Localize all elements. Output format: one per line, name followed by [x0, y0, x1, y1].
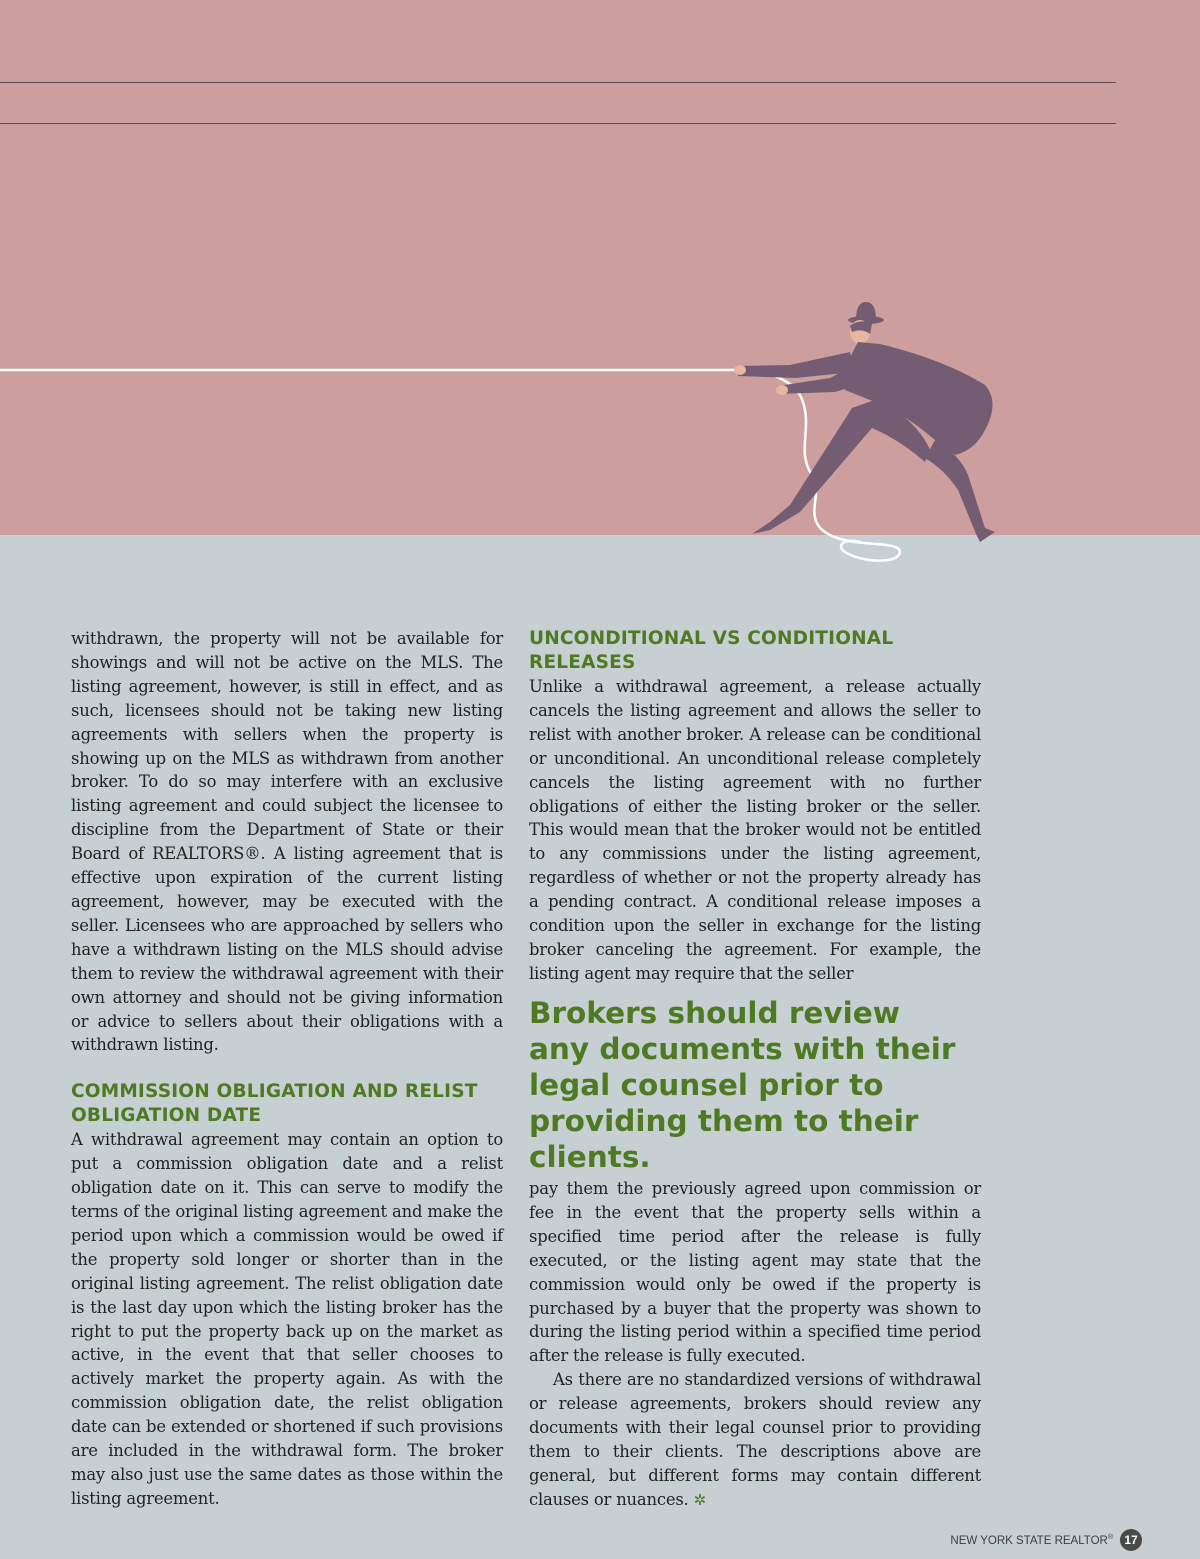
- page-footer: [950, 1529, 1142, 1551]
- right-column: [529, 627, 981, 986]
- left-column: [71, 627, 503, 1511]
- pull-quote: Brokers should review any documents with their legal counsel prior to providing them to their clients.: [529, 996, 956, 1174]
- right-paragraph-1: Unlike a withdrawal agreement, a release actually cancels the listing agreement and allows the seller to relist with another broker. A release can be conditional or unconditional. An unconditional release completely cancels the listing agreement with no further obligations of either the listing broker or the seller. This would mean that the broker would not be entitled to any commissions under the listing agreement, regardless of whether or not the property already has a pending contract. A conditional release imposes a condition upon the seller in exchange for the listing broker canceling the agreement. For example, the listing agent may require that the seller: [529, 677, 981, 983]
- page-number: 17: [1120, 1529, 1142, 1551]
- header-rule-bottom: [0, 123, 1116, 124]
- end-of-article-icon: ✲: [693, 1490, 706, 1509]
- right-column-continued: [529, 1177, 981, 1513]
- left-body-paragraph: A withdrawal agreement may contain an option to put a commission obligation date and a relist obligation date on it. This can serve to modify the terms of the original listing agreement and make the period upon which a commission would be owed if the property sold longer or shorter than in the original listing agreement. The relist obligation date is the last day upon which the listing broker has the right to put the property back up on the market as active, in the event that that seller chooses to actively market the property again. As with the commission obligation date, the relist obligation date can be extended or shortened if such provisions are included in the withdrawal form. The broker may also just use the same dates as those within the listing agreement.: [71, 1130, 503, 1508]
- right-paragraph-2: pay them the previously agreed upon commission or fee in the event that the property sells within a specified time period after the release is fully executed, or the listing agent may state that the commission would only be owed if the property is purchased by a buyer that the property was shown to during the listing period within a specified time period after the release is fully executed.: [529, 1179, 981, 1366]
- section-heading-commission: COMMISSION OBLIGATION AND RELIST OBLIGATION DATE: [71, 1081, 478, 1127]
- left-intro-paragraph: withdrawn, the property will not be available for showings and will not be active on the MLS. The listing agreement, however, is still in effect, and as such, licensees should not be taking new listing agreements with sellers when the property is showing up on the MLS as withdrawn from another broker. To do so may interfere with an exclusive listing agreement and could subject the licensee to discipline from the Department of State or their Board of REALTORS®. A listing agreement that is effective upon expiration of the current listing agreement, however, may be executed with the seller. Licensees who are approached by sellers who have a withdrawn listing on the MLS should advise them to review the withdrawal agreement with their own attorney and should not be giving information or advice to sellers about their obligations with a withdrawn listing.: [71, 629, 503, 1055]
- man-pulling-rope-illustration: [0, 290, 1200, 580]
- publication-name: NEW YORK STATE REALTOR®: [950, 1533, 1113, 1547]
- right-paragraph-3-text: As there are no standardized versions of withdrawal or release agreements, brokers should review any documents with their legal counsel prior to providing them to their clients. The descriptions above are general, but different forms may contain different clauses or nuances.: [529, 1370, 981, 1509]
- header-rule-top: [0, 82, 1116, 83]
- right-paragraph-3: [529, 1368, 981, 1512]
- section-heading-releases: UNCONDITIONAL VS CONDITIONAL RELEASES: [529, 628, 894, 673]
